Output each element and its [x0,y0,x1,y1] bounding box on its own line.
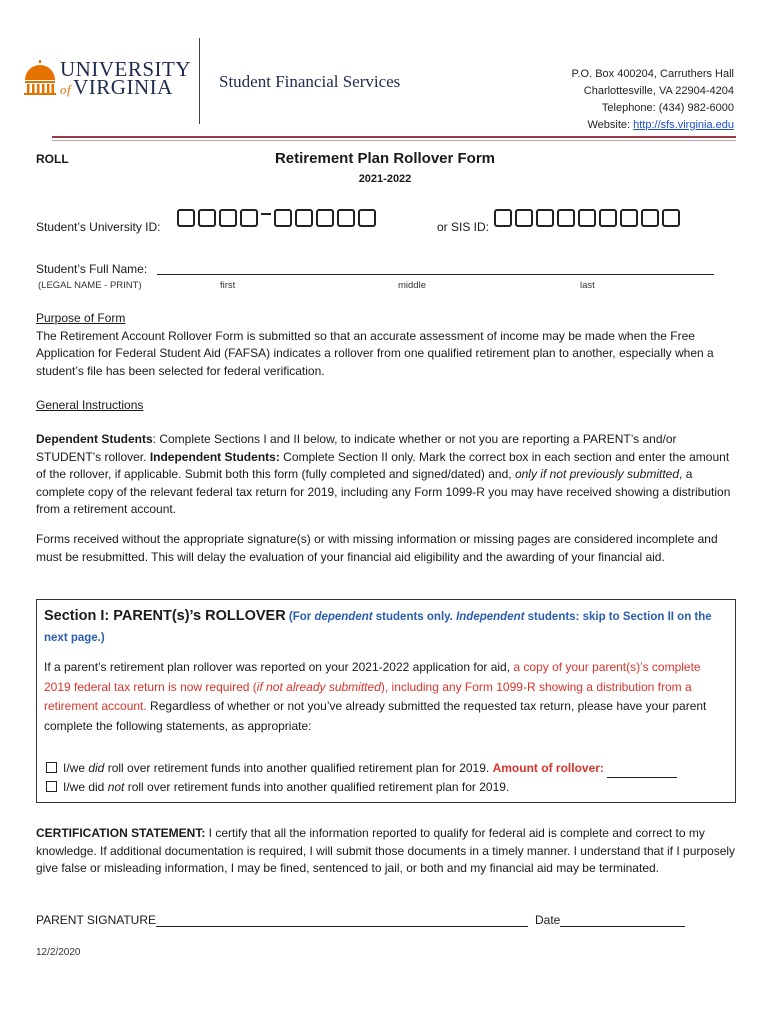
sis-digit-box[interactable] [599,209,617,227]
checkbox[interactable] [46,781,57,792]
first-name-caption: first [220,280,236,291]
id-digit-box[interactable] [274,209,292,227]
form-title: Retirement Plan Rollover Form [274,150,496,167]
revision-date: 12/2/2020 [36,947,81,958]
section-note-mid: students only. [372,611,457,623]
full-name-label: Student’s Full Name: [36,262,148,276]
instructions-title: General Instructions [36,398,144,412]
parent-signature-field[interactable] [156,926,528,927]
university-name-line1: UNIVERSITY [60,57,191,81]
id-dash [261,213,271,215]
option-text-post: roll over retirement funds into another qualified retirement plan for 2019. [104,761,493,775]
id-digit-box[interactable] [337,209,355,227]
sis-id-label: or SIS ID: [437,220,490,234]
sis-digit-box[interactable] [578,209,596,227]
header-rule [52,136,736,138]
option-did-rollover[interactable] [46,759,730,778]
amount-field[interactable] [607,777,677,778]
section-note-independent: Independent [456,611,525,623]
header-rule-thin [52,140,736,141]
independent-label: Independent Students: [149,449,280,464]
id-digit-box[interactable] [240,209,258,227]
certification-label: CERTIFICATION STATEMENT: [36,826,206,840]
date-field[interactable] [560,926,685,927]
section-note-end: students: skip to Section II on the next page.) [44,611,712,644]
full-name-field[interactable] [157,274,714,275]
sis-digit-box[interactable] [620,209,638,227]
university-id-label: Student’s University ID: [36,220,161,234]
sis-digit-box[interactable] [515,209,533,227]
purpose-heading: Purpose of Form [36,311,126,325]
id-digit-box[interactable] [316,209,334,227]
sis-digit-box[interactable] [641,209,659,227]
dependent-label: Dependent Students [36,432,153,446]
purpose-text: The Retirement Account Rollover Form is submitted so that an accurate assessment of income may be made when the Free Application for Federal Student Aid (FAFSA) indicates a rollover from one qualified retirement plan to another, especially when a student’s file has been selected for federal verification. [36,328,714,378]
parent-signature-row [36,913,528,927]
independent-text2: , a complete copy of the relevant federal tax return for 2019, including any Form 1099-R you may have received showing a distribution from a retirement account. [36,467,731,516]
legal-name-note: (LEGAL NAME - PRINT) [38,280,142,291]
university-wordmark [60,57,191,99]
parent-signature-label: PARENT SIGNATURE [36,913,157,927]
required-notice-ital: if not already submitted [256,679,381,694]
id-digit-box[interactable] [219,209,237,227]
option-text: I/we did [63,780,108,794]
id-digit-box[interactable] [177,209,195,227]
telephone: Telephone: (434) 982-6000 [601,102,734,114]
section-body-text: If a parent’s retirement plan rollover was reported on your 2021-2022 application for aid, [44,660,514,674]
id-digit-box[interactable] [358,209,376,227]
section-note: (For [285,611,315,623]
option-ital: did [88,761,105,775]
id-digit-box[interactable] [295,209,313,227]
option-ital: not [107,780,125,794]
section-body-text2: Regardless of whether or not you’ve already submitted the requested tax return, please have your parent complete the following statements, as appropriate: [44,699,707,733]
checkbox[interactable] [46,762,57,773]
address-line1: P.O. Box 400204, Carruthers Hall [571,68,734,80]
form-year: 2021-2022 [358,173,412,185]
sis-digit-box[interactable] [494,209,512,227]
department-name: Student Financial Services [219,72,401,91]
sis-digit-box[interactable] [557,209,575,227]
option-did-not-rollover[interactable] [46,778,730,797]
section-one-heading [44,606,730,648]
section-one-body [44,658,728,736]
instructions-text [36,431,736,519]
certification-text: I certify that all the information reported to qualify for federal aid is complete and correct to my knowledge. If additional documentation is required, I will submit those documents in a timely manner. I understand that if I purposely give false or misleading information, I may be fined, sentenced to jail, or both and my financial aid may be terminated. [36,826,736,875]
last-name-caption: last [580,280,595,291]
option-text-post: roll over retirement funds into another qualified retirement plan for 2019. [124,780,510,794]
university-name-line2: VIRGINIA [73,75,173,99]
instructions-heading [36,397,736,415]
sis-digit-box[interactable] [536,209,554,227]
id-digit-box[interactable] [198,209,216,227]
university-id-boxes[interactable] [177,209,379,227]
independent-text: Complete Section II only. Mark the correct box in each section and enter the amount of the rollover, if applicable. Submit both this form (fully completed and signed/dated) and, [36,449,730,481]
sis-digit-box[interactable] [662,209,680,227]
required-notice-end: ), including any Form 1099-R showing a distribution from a retirement account. [44,679,692,713]
certification-statement [36,825,736,878]
amount-label: Amount of rollover: [492,761,604,775]
incomplete-forms-text: Forms received without the appropriate signature(s) or with missing information or missing pages are considered incomplete and must be resubmitted. This will delay the evaluation of your financial aid eligibility and the awarding of your financial aid. [36,532,718,564]
date-label: Date [535,913,561,927]
section-one-title: Section I: PARENT(s)’s ROLLOVER [44,608,286,624]
header-divider [199,38,200,124]
roll-label: ROLL [36,152,69,166]
required-notice: a copy of your parent(s)’s complete 2019 federal tax return is now required ( [44,660,701,694]
website-link[interactable]: http://sfs.virginia.edu [633,119,734,131]
date-row [535,913,685,927]
middle-name-caption: middle [398,280,426,291]
address-line2: Charlottesville, VA 22904-4204 [583,85,734,97]
option-text: I/we [63,761,89,775]
contact-address [572,66,734,134]
purpose-section [36,310,736,380]
sis-id-boxes[interactable] [494,209,683,227]
independent-ital: only if not previously submitted [514,467,680,481]
rotunda-logo-icon [22,60,58,96]
section-note-dependent: dependent [314,611,373,623]
university-name-of: of [60,82,72,97]
dependent-text: : Complete Sections I and II below, to indicate whether or not you are reporting a PARENT’s and/or STUDENT’s rollover. [36,432,677,464]
website-label: Website: [587,119,634,131]
rollover-options [46,759,730,797]
